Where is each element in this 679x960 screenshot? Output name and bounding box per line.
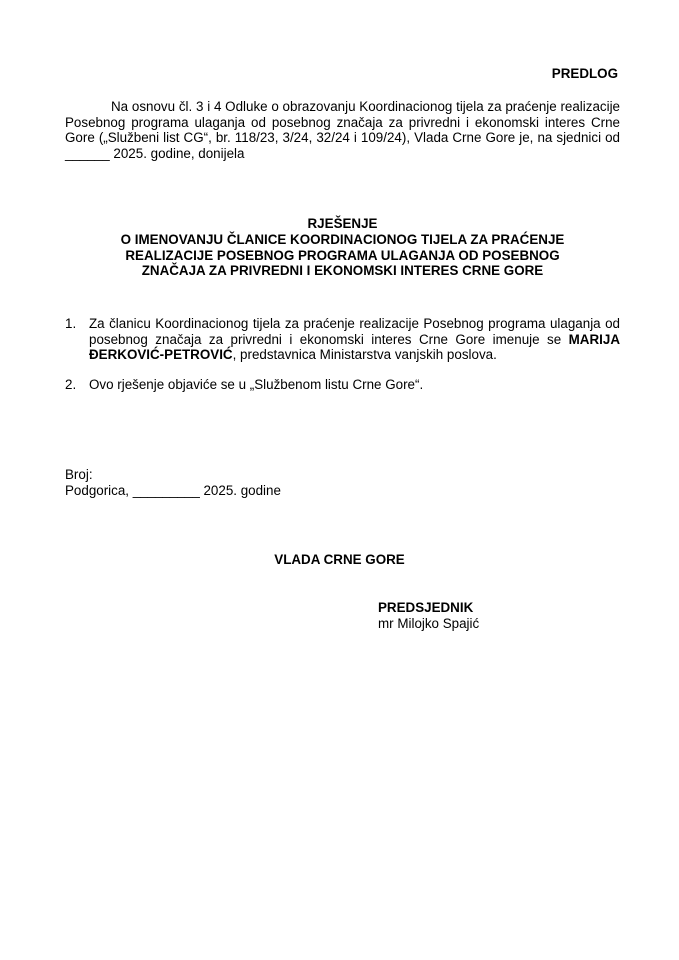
decision-title bbox=[65, 216, 620, 279]
reference-number-label: Broj: bbox=[65, 467, 93, 482]
decision-heading: RJEŠENJE bbox=[307, 216, 378, 231]
decision-subject-line-2: REALIZACIJE POSEBNOG PROGRAMA ULAGANJA OD POSEBNOG bbox=[125, 247, 560, 263]
decision-subject-line-1: O IMENOVANJU ČLANICE KOORDINACIONOG TIJELA ZA PRAĆENJE bbox=[120, 231, 565, 247]
item-number: 2. bbox=[65, 376, 77, 392]
item-number: 1. bbox=[65, 316, 77, 331]
intro-paragraph: Na osnovu čl. 3 i 4 Odluke o obrazovanju Koordinacionog tijela za praćenje realizacije Posebnog programa ulaganja od posebnog značaja za privredni i ekonomski interes Crne Gore („Službeni list CG“, br. 118/23, 3/24, 32/24 i 109/24), Vlada Crne Gore je, na sjednici od ______ 2025. godine, donijela bbox=[65, 99, 620, 161]
item-text-after: , predstavnica Ministarstva vanjskih poslova. bbox=[232, 347, 497, 363]
signatory-title: PREDSJEDNIK bbox=[378, 600, 474, 615]
place-and-date: Podgorica, _________ 2025. godine bbox=[65, 483, 281, 498]
appointee-name: MARIJA ĐERKOVIĆ-PETROVIĆ bbox=[89, 331, 620, 363]
item-text: Ovo rješenje objaviće se u „Službenom listu Crne Gore“. bbox=[89, 376, 424, 392]
signatory-name: mr Milojko Spajić bbox=[378, 616, 480, 631]
institution-name: VLADA CRNE GORE bbox=[274, 552, 405, 567]
decision-item-1 bbox=[65, 316, 620, 363]
decision-subject-line-3: ZNAČAJA ZA PRIVREDNI I EKONOMSKI INTERES CRNE GORE bbox=[141, 263, 544, 279]
signature-block bbox=[378, 600, 479, 632]
document-reference bbox=[65, 467, 281, 499]
proposal-label: PREDLOG bbox=[551, 66, 618, 81]
decision-item-2 bbox=[65, 377, 620, 393]
item-text-before: Za članicu Koordinacionog tijela za praćenje realizacije Posebnog programa ulaganja od posebnog značaja za privredni i ekonomski interes Crne Gore imenuje se bbox=[89, 316, 620, 347]
decision-items bbox=[65, 316, 620, 406]
